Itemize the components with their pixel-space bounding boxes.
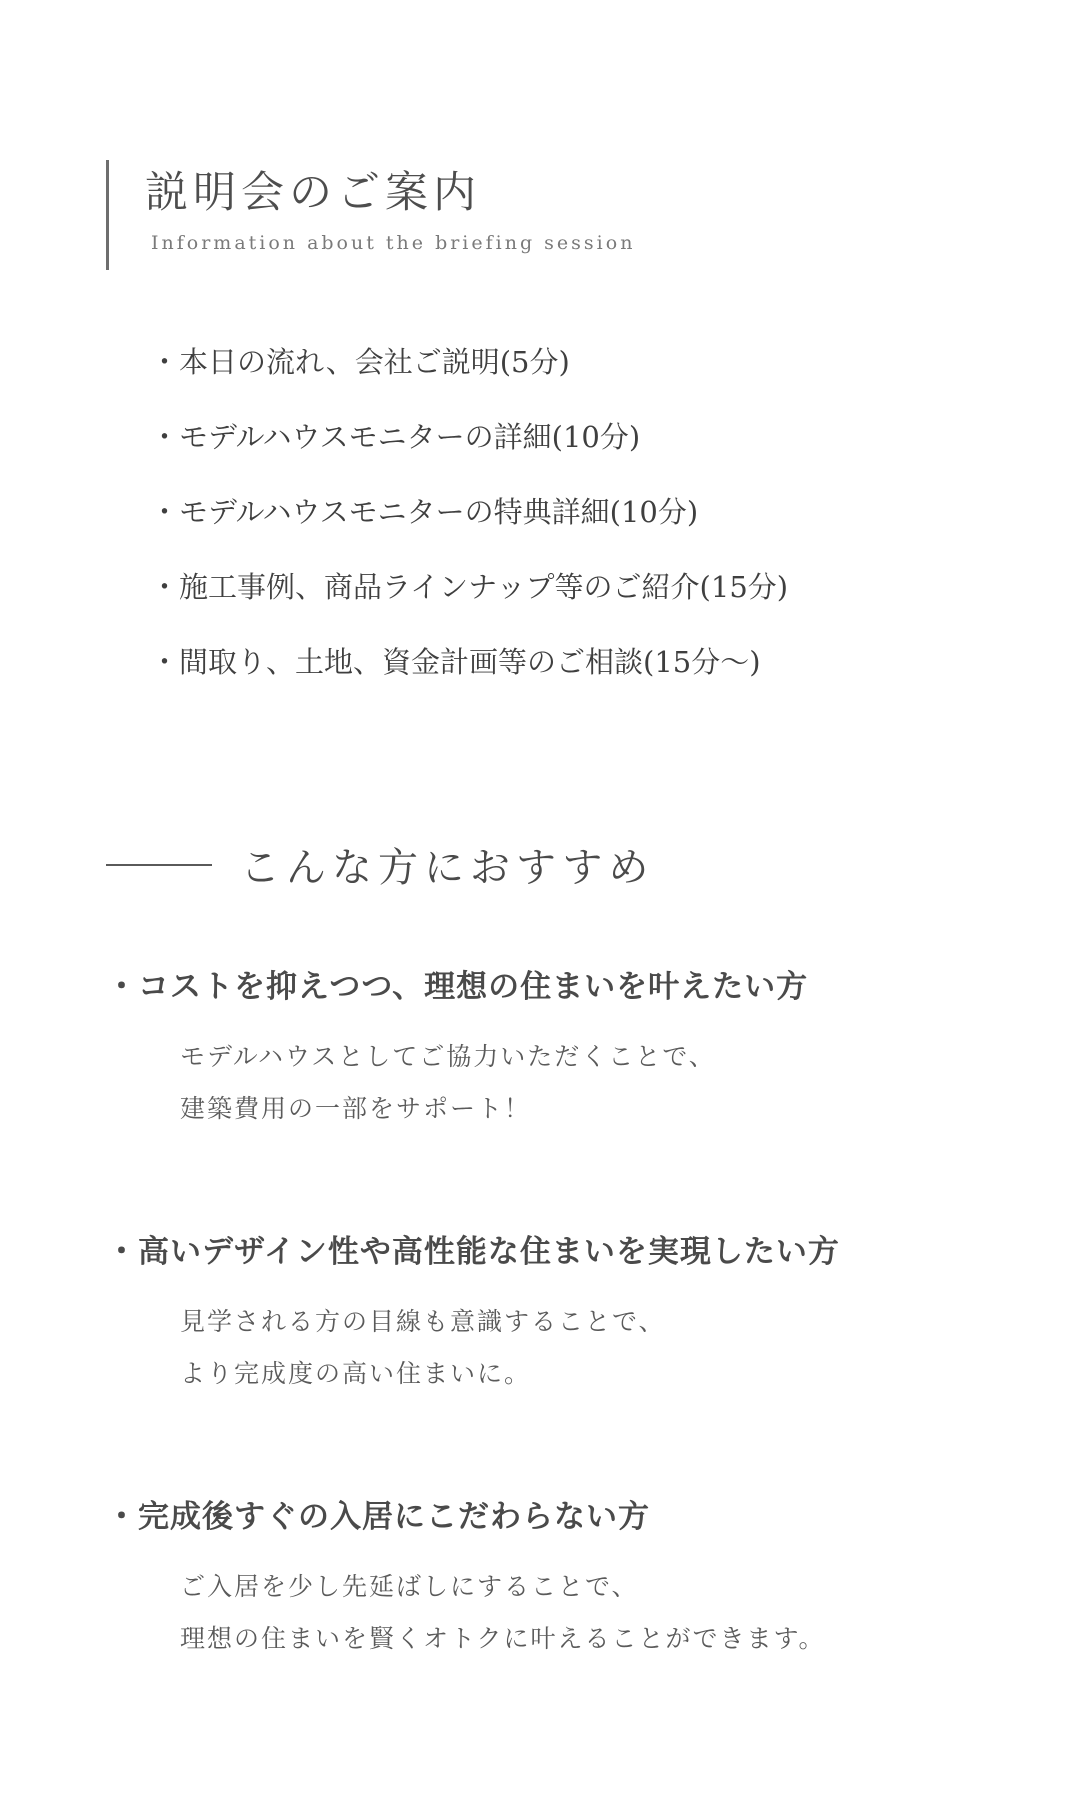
recommend-line: 理想の住まいを賢くオトクに叶えることができます。 <box>180 1624 826 1653</box>
recommend-header <box>106 836 654 893</box>
agenda-item: ・モデルハウスモニターの特典詳細(10分) <box>150 495 699 529</box>
agenda-item: ・施工事例、商品ラインナップ等のご紹介(15分) <box>150 570 789 604</box>
recommend-item <box>106 1495 826 1665</box>
title-rule <box>106 864 212 866</box>
recommend-heading: ・高いデザイン性や高性能な住まいを実現したい方 <box>106 1234 840 1270</box>
recommend-description <box>106 1296 840 1400</box>
recommend-item <box>106 1230 840 1400</box>
recommend-item <box>106 965 808 1135</box>
recommend-line: 建築費用の一部をサポート！ <box>180 1094 532 1123</box>
recommend-line: ご入居を少し先延ばしにすることで、 <box>180 1572 639 1601</box>
agenda-item: ・間取り、土地、資金計画等のご相談(15分〜) <box>150 645 761 679</box>
agenda-list <box>150 338 788 713</box>
recommend-heading: ・コストを抑えつつ、理想の住まいを叶えたい方 <box>106 969 809 1005</box>
recommend-description <box>106 1561 826 1665</box>
recommend-description <box>106 1031 808 1135</box>
agenda-item: ・本日の流れ、会社ご説明(5分) <box>150 345 570 379</box>
briefing-header <box>106 160 635 270</box>
briefing-subtitle: Information about the briefing session <box>151 231 636 254</box>
recommend-line: より完成度の高い住まいに。 <box>180 1359 532 1388</box>
briefing-title: 説明会のご案内 <box>145 168 481 218</box>
recommend-line: モデルハウスとしてご協力いただくことで、 <box>180 1042 716 1071</box>
recommend-line: 見学される方の目線も意識することで、 <box>180 1307 666 1336</box>
agenda-item: ・モデルハウスモニターの詳細(10分) <box>150 420 641 454</box>
recommend-title: こんな方におすすめ <box>240 845 655 891</box>
recommend-heading: ・完成後すぐの入居にこだわらない方 <box>106 1499 650 1535</box>
